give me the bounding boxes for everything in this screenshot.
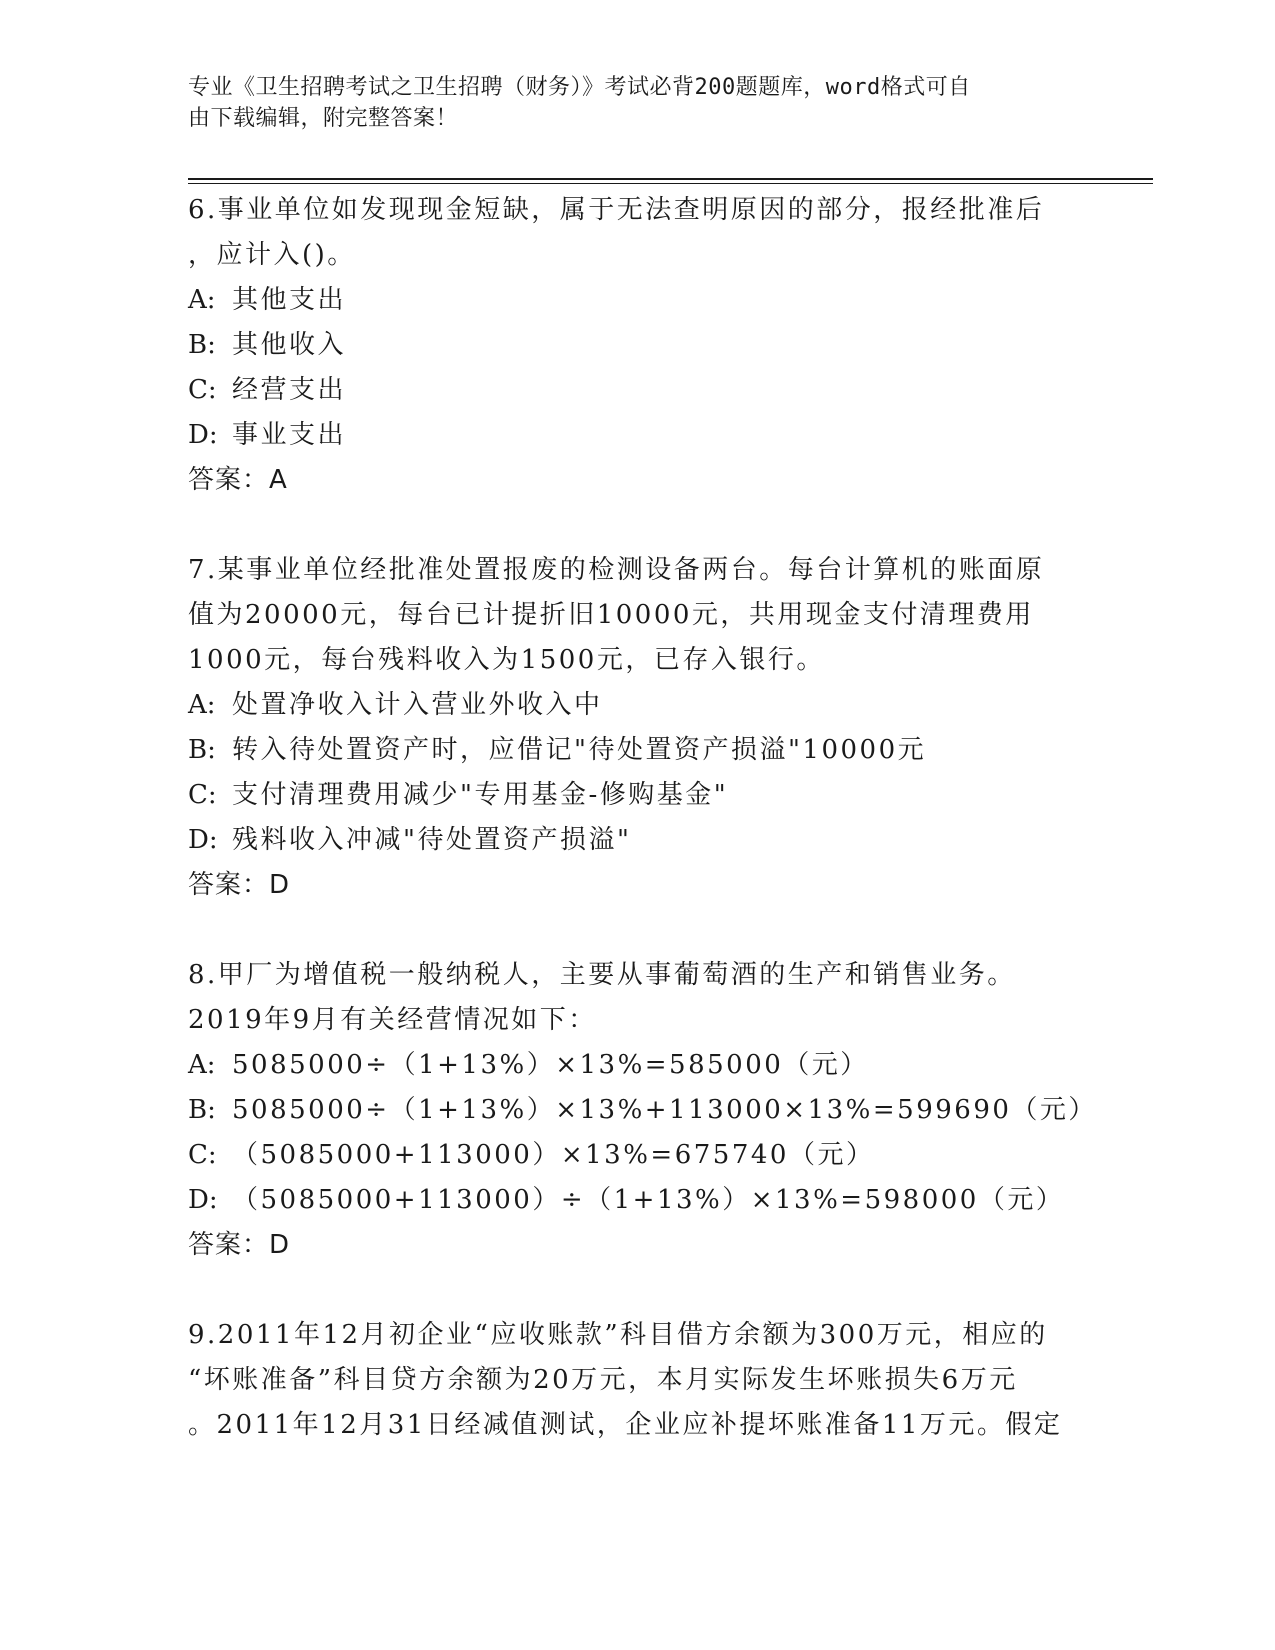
option-text: 处置净收入计入营业外收入中 <box>232 690 603 720</box>
option-letter: B: <box>188 330 216 360</box>
option-text: 5085000÷（1+13%）×13%=585000（元） <box>232 1050 869 1080</box>
question-stem-line: 9.2011年12月初企业“应收账款”科目借方余额为300万元，相应的 <box>188 1320 1048 1350</box>
option-text: 5085000÷（1+13%）×13%+113000×13%=599690（元） <box>232 1095 1097 1125</box>
option-c <box>188 1133 1088 1178</box>
option-text: 其他支出 <box>232 285 347 315</box>
header-line-2: 由下载编辑，附完整答案！ <box>188 106 459 131</box>
option-text: 转入待处置资产时，应借记"待处置资产损溢"10000元 <box>232 735 927 765</box>
option-d <box>188 1178 1088 1223</box>
option-letter: A: <box>188 285 216 315</box>
option-d <box>188 818 1088 863</box>
header-divider-thick <box>188 178 1153 180</box>
answer-line: 答案：D <box>188 870 291 900</box>
option-c <box>188 773 1088 818</box>
option-letter: D: <box>188 1185 218 1215</box>
question-9 <box>188 1313 1088 1448</box>
option-text: （5085000+113000）÷（1+13%）×13%=598000（元） <box>232 1185 1065 1215</box>
question-stem-line: 7.某事业单位经批准处置报废的检测设备两台。每台计算机的账面原 <box>188 555 1045 585</box>
question-stem-line: ，应计入()。 <box>188 240 356 270</box>
option-letter: B: <box>188 1095 216 1125</box>
question-stem-line: 8.甲厂为增值税一般纳税人，主要从事葡萄酒的生产和销售业务。 <box>188 960 1016 990</box>
question-stem-line: 值为20000元，每台已计提折旧10000元，共用现金支付清理费用 <box>188 600 1034 630</box>
option-letter: C: <box>188 1140 217 1170</box>
question-stem-line: 2019年9月有关经营情况如下： <box>188 1005 597 1035</box>
option-letter: C: <box>188 375 217 405</box>
option-text: 残料收入冲减"待处置资产损溢" <box>232 825 632 855</box>
option-b <box>188 1088 1097 1133</box>
option-text: 经营支出 <box>232 375 347 405</box>
option-c <box>188 368 1088 413</box>
option-a <box>188 278 1088 323</box>
option-b <box>188 323 1088 368</box>
header-divider-thin <box>188 183 1153 184</box>
option-a <box>188 683 1088 728</box>
header-line-1: 专业《卫生招聘考试之卫生招聘（财务）》考试必背200题题库，word格式可自 <box>188 75 971 100</box>
question-stem-line: “坏账准备”科目贷方余额为20万元，本月实际发生坏账损失6万元 <box>188 1365 1018 1395</box>
question-6 <box>188 188 1088 503</box>
question-stem-line: 1000元，每台残料收入为1500元，已存入银行。 <box>188 645 825 675</box>
option-text: 其他收入 <box>232 330 347 360</box>
option-text: 支付清理费用减少"专用基金-修购基金" <box>232 780 729 810</box>
answer-line: 答案：A <box>188 465 288 495</box>
option-letter: D: <box>188 420 218 450</box>
answer-line: 答案：D <box>188 1230 291 1260</box>
option-b <box>188 728 1088 773</box>
question-stem-line: 。2011年12月31日经减值测试，企业应补提坏账准备11万元。假定 <box>188 1410 1063 1440</box>
option-text: 事业支出 <box>232 420 347 450</box>
option-letter: A: <box>188 1050 216 1080</box>
document-header <box>188 72 1068 134</box>
option-a <box>188 1043 1088 1088</box>
question-8 <box>188 953 1097 1268</box>
question-7 <box>188 548 1088 908</box>
question-stem-line: 6.事业单位如发现现金短缺，属于无法查明原因的部分，报经批准后 <box>188 195 1045 225</box>
option-letter: B: <box>188 735 216 765</box>
option-letter: A: <box>188 690 216 720</box>
option-d <box>188 413 1088 458</box>
option-letter: C: <box>188 780 217 810</box>
option-text: （5085000+113000）×13%=675740（元） <box>232 1140 875 1170</box>
question-list <box>188 188 1097 1493</box>
option-letter: D: <box>188 825 218 855</box>
